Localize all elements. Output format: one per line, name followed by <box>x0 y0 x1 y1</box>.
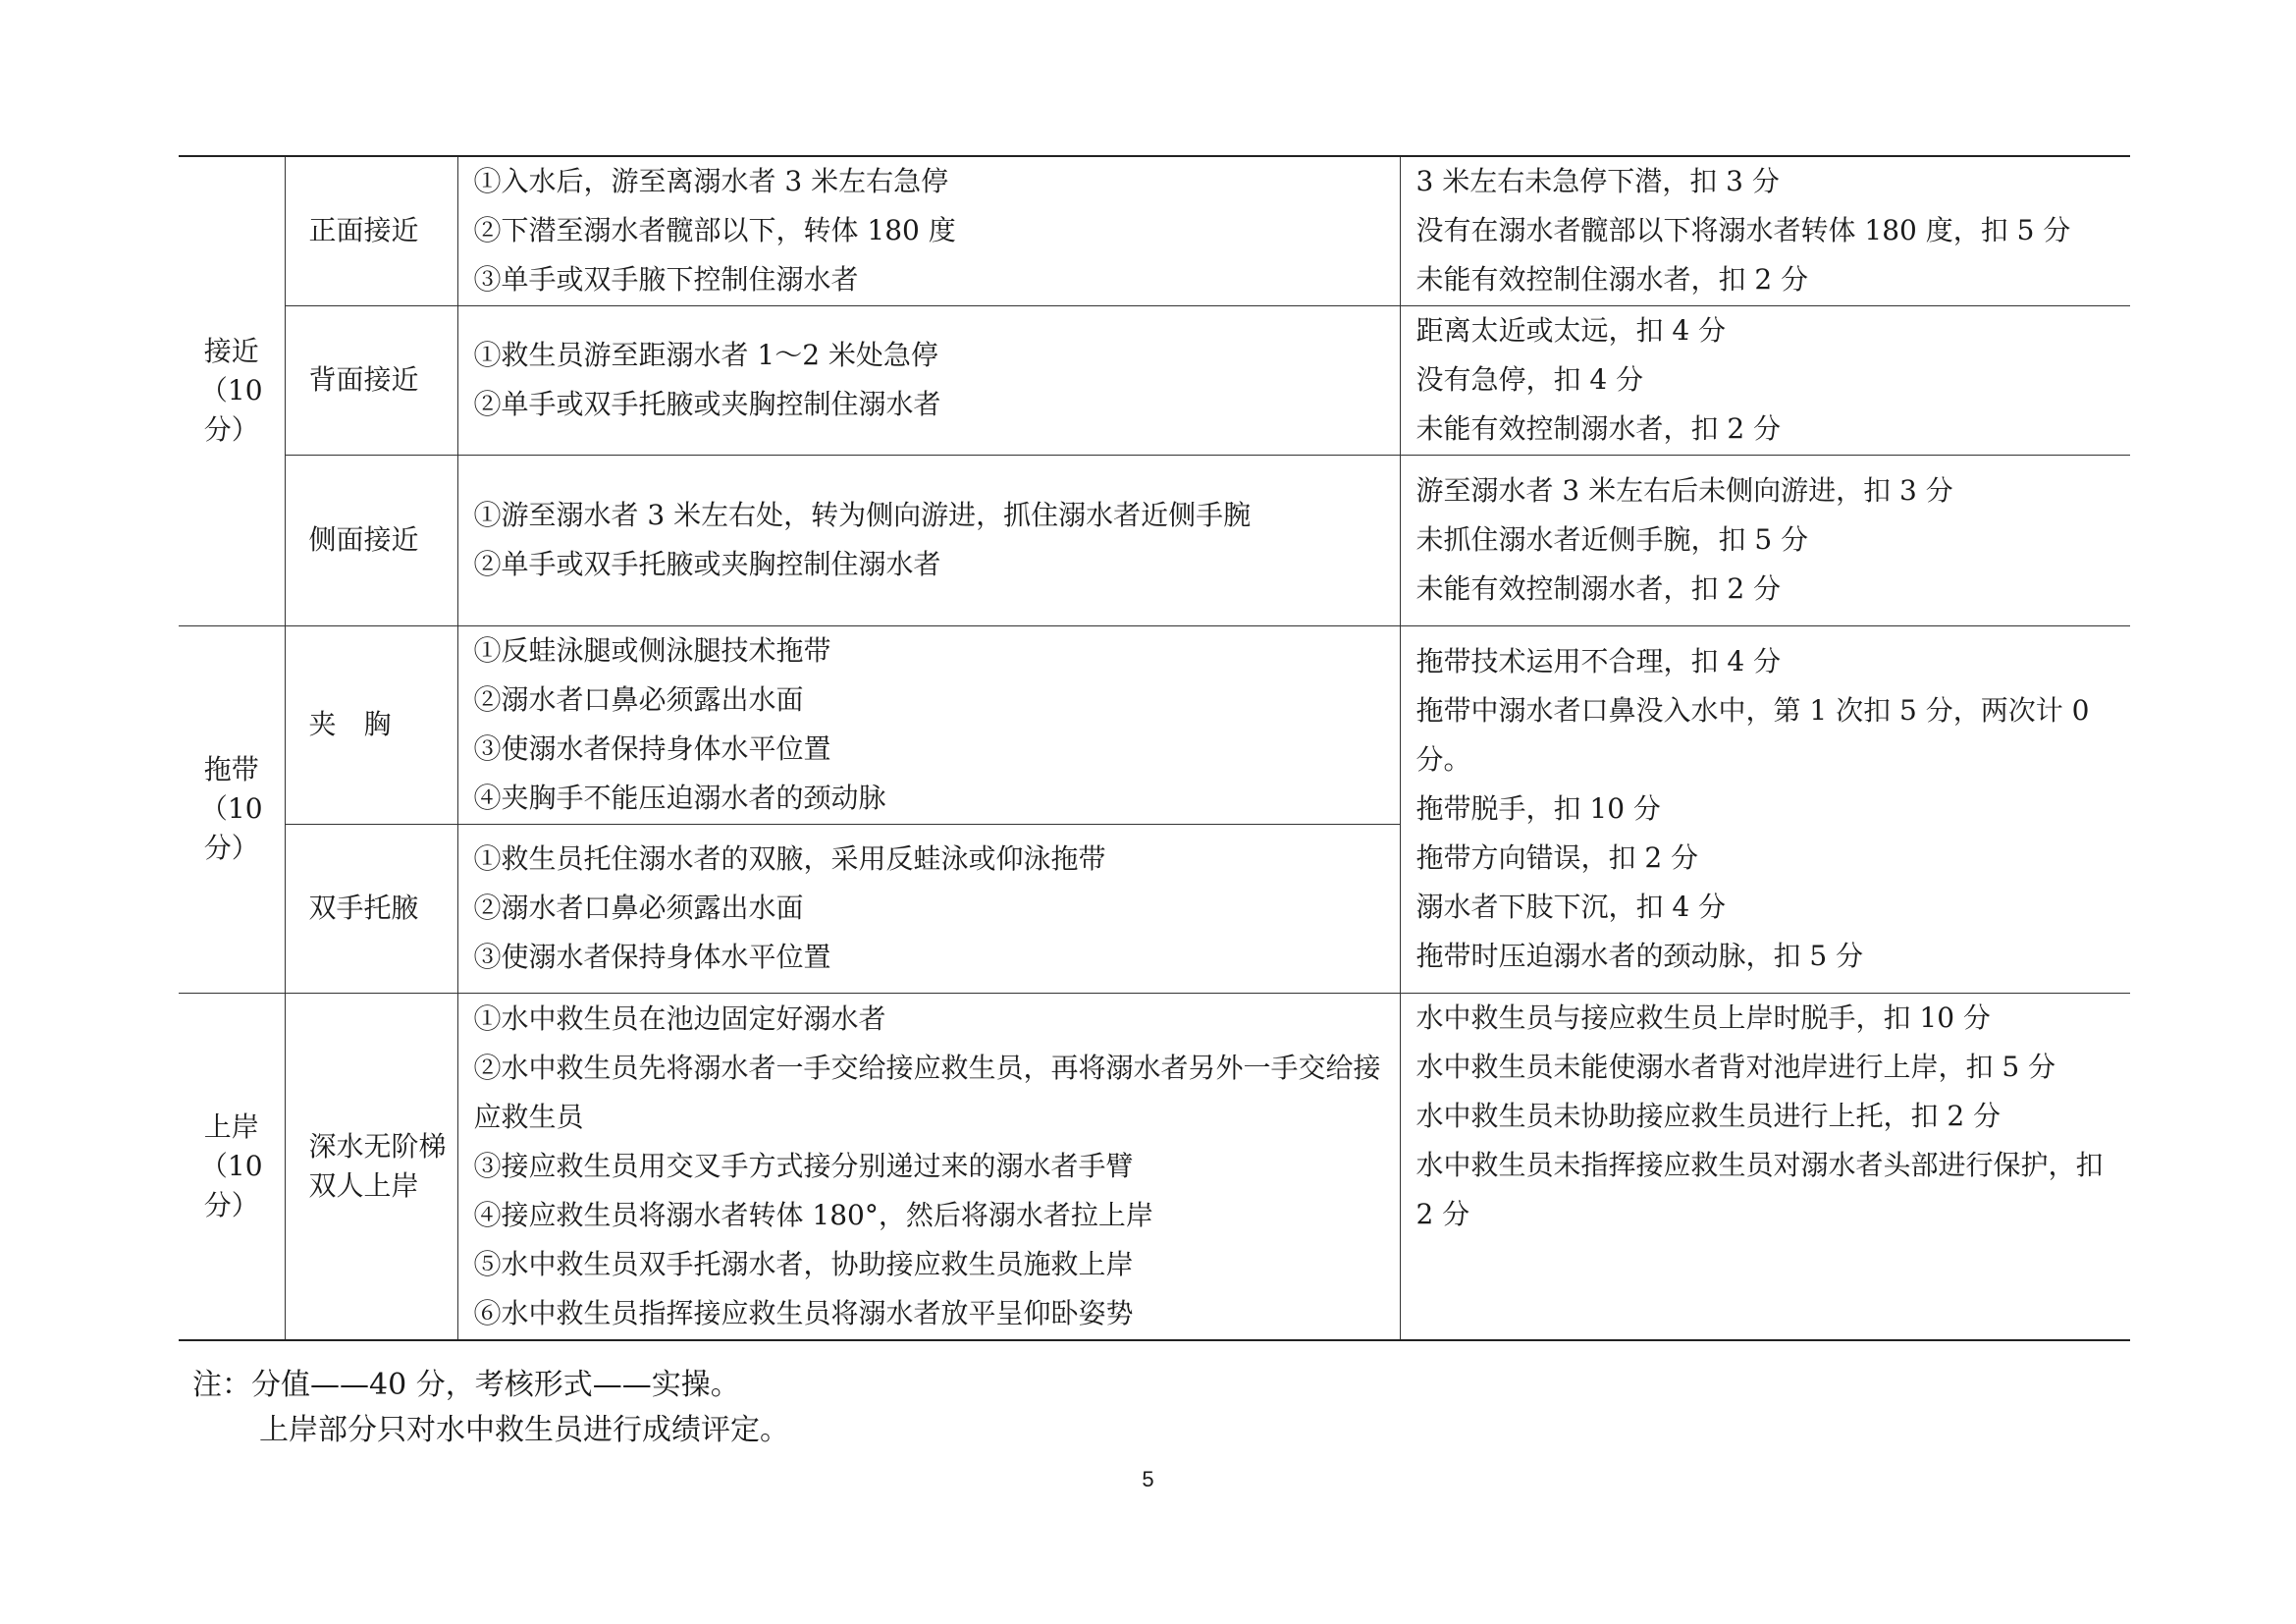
requirement-item: ①救生员托住溺水者的双腋，采用反蛙泳或仰泳拖带 <box>473 842 1106 875</box>
deduction-item: 水中救生员与接应救生员上岸时脱手，扣 10 分 <box>1415 1001 1991 1034</box>
requirement-item: ④接应救生员将溺水者转体 180°，然后将溺水者拉上岸 <box>473 1198 1153 1231</box>
requirement-item: ③接应救生员用交叉手方式接分别递过来的溺水者手臂 <box>473 1149 1134 1182</box>
deduction-item: 未能有效控制溺水者，扣 2 分 <box>1415 572 1782 605</box>
requirement-item: ②溺水者口鼻必须露出水面 <box>473 683 804 716</box>
deduction-item: 拖带方向错误，扣 2 分 <box>1415 841 1699 874</box>
deduction-item: 没有急停，扣 4 分 <box>1415 363 1644 396</box>
method-cell: 背面接近 <box>285 305 457 455</box>
requirement-item: ③使溺水者保持身体水平位置 <box>473 732 831 765</box>
method-cell: 双手托腋 <box>285 824 457 993</box>
deduction-item: 未能有效控制住溺水者，扣 2 分 <box>1415 263 1809 297</box>
deduction-item: 水中救生员未指挥接应救生员对溺水者头部进行保护，扣 2 分 <box>1415 1148 2104 1230</box>
deduction-item: 未能有效控制溺水者，扣 2 分 <box>1415 412 1782 445</box>
deduction-item: 3 米左右未急停下潜，扣 3 分 <box>1415 165 1780 198</box>
category-score: （10 分） <box>199 1149 263 1221</box>
table-row <box>179 625 2130 824</box>
deduction-item: 拖带时压迫溺水者的颈动脉，扣 5 分 <box>1415 940 1864 972</box>
note-line: 注：分值——40 分，考核形式——实操。 <box>192 1368 740 1402</box>
table-row <box>179 993 2130 1340</box>
requirements-cell <box>457 824 1400 993</box>
requirements-cell <box>457 305 1400 455</box>
page-number: 5 <box>1142 1467 1154 1491</box>
requirement-item: ④夹胸手不能压迫溺水者的颈动脉 <box>473 782 886 814</box>
method-cell: 夹 胸 <box>285 625 457 824</box>
category-cell-landing <box>179 993 285 1340</box>
category-name: 上岸 <box>203 1110 259 1143</box>
requirement-item: ②单手或双手托腋或夹胸控制住溺水者 <box>473 388 941 420</box>
requirement-item: ③使溺水者保持身体水平位置 <box>473 941 831 973</box>
requirements-cell <box>457 993 1400 1340</box>
requirements-cell <box>457 156 1400 305</box>
category-score: （10 分） <box>199 792 263 864</box>
deductions-cell <box>1400 993 2130 1340</box>
method-cell: 侧面接近 <box>285 455 457 625</box>
requirement-item: ②下潜至溺水者髋部以下，转体 180 度 <box>473 214 956 247</box>
deduction-item: 游至溺水者 3 米左右后未侧向游进，扣 3 分 <box>1415 474 1953 507</box>
deduction-item: 没有在溺水者髋部以下将溺水者转体 180 度，扣 5 分 <box>1415 214 2071 247</box>
requirements-cell <box>457 625 1400 824</box>
deduction-item: 距离太近或太远，扣 4 分 <box>1415 314 1727 347</box>
table-row <box>179 305 2130 455</box>
method-cell: 正面接近 <box>285 156 457 305</box>
category-cell-tow <box>179 625 285 993</box>
requirements-cell <box>457 455 1400 625</box>
category-name: 拖带 <box>203 753 259 785</box>
deduction-item: 拖带脱手，扣 10 分 <box>1415 792 1661 825</box>
requirement-item: ①游至溺水者 3 米左右处，转为侧向游进，抓住溺水者近侧手腕 <box>473 499 1252 531</box>
category-name: 接近 <box>203 335 259 368</box>
deduction-item: 未抓住溺水者近侧手腕，扣 5 分 <box>1415 523 1809 556</box>
deduction-item: 水中救生员未能使溺水者背对池岸进行上岸，扣 5 分 <box>1415 1050 2056 1083</box>
deductions-cell <box>1400 455 2130 625</box>
deductions-cell <box>1400 625 2130 993</box>
deduction-item: 拖带中溺水者口鼻没入水中，第 1 次扣 5 分，两次计 0 分。 <box>1415 694 2090 776</box>
requirement-item: ①反蛙泳腿或侧泳腿技术拖带 <box>473 634 831 667</box>
assessment-table <box>179 155 2130 1341</box>
requirement-item: ②溺水者口鼻必须露出水面 <box>473 892 804 924</box>
deduction-item: 溺水者下肢下沉，扣 4 分 <box>1415 891 1727 923</box>
requirement-item: ①水中救生员在池边固定好溺水者 <box>473 1001 886 1035</box>
requirement-item: ⑤水中救生员双手托溺水者，协助接应救生员施救上岸 <box>473 1247 1134 1280</box>
method-cell: 深水无阶梯双人上岸 <box>285 993 457 1340</box>
requirement-item: ⑥水中救生员指挥接应救生员将溺水者放平呈仰卧姿势 <box>473 1296 1134 1329</box>
table-row <box>179 455 2130 625</box>
requirement-item: ①入水后，游至离溺水者 3 米左右急停 <box>473 165 949 198</box>
deduction-item: 拖带技术运用不合理，扣 4 分 <box>1415 645 1782 677</box>
requirement-item: ②水中救生员先将溺水者一手交给接应救生员，再将溺水者另外一手交给接应救生员 <box>473 1051 1381 1133</box>
category-score: （10 分） <box>199 374 263 447</box>
note-line: 上岸部分只对水中救生员进行成绩评定。 <box>259 1413 789 1447</box>
table-notes <box>192 1363 789 1453</box>
deductions-cell <box>1400 305 2130 455</box>
deduction-item: 水中救生员未协助接应救生员进行上托，扣 2 分 <box>1415 1099 2002 1132</box>
table-row <box>179 156 2130 305</box>
requirement-item: ②单手或双手托腋或夹胸控制住溺水者 <box>473 548 941 580</box>
requirement-item: ①救生员游至距溺水者 1～2 米处急停 <box>473 339 938 371</box>
deductions-cell <box>1400 156 2130 305</box>
category-cell-approach <box>179 156 285 625</box>
requirement-item: ③单手或双手腋下控制住溺水者 <box>473 263 859 297</box>
